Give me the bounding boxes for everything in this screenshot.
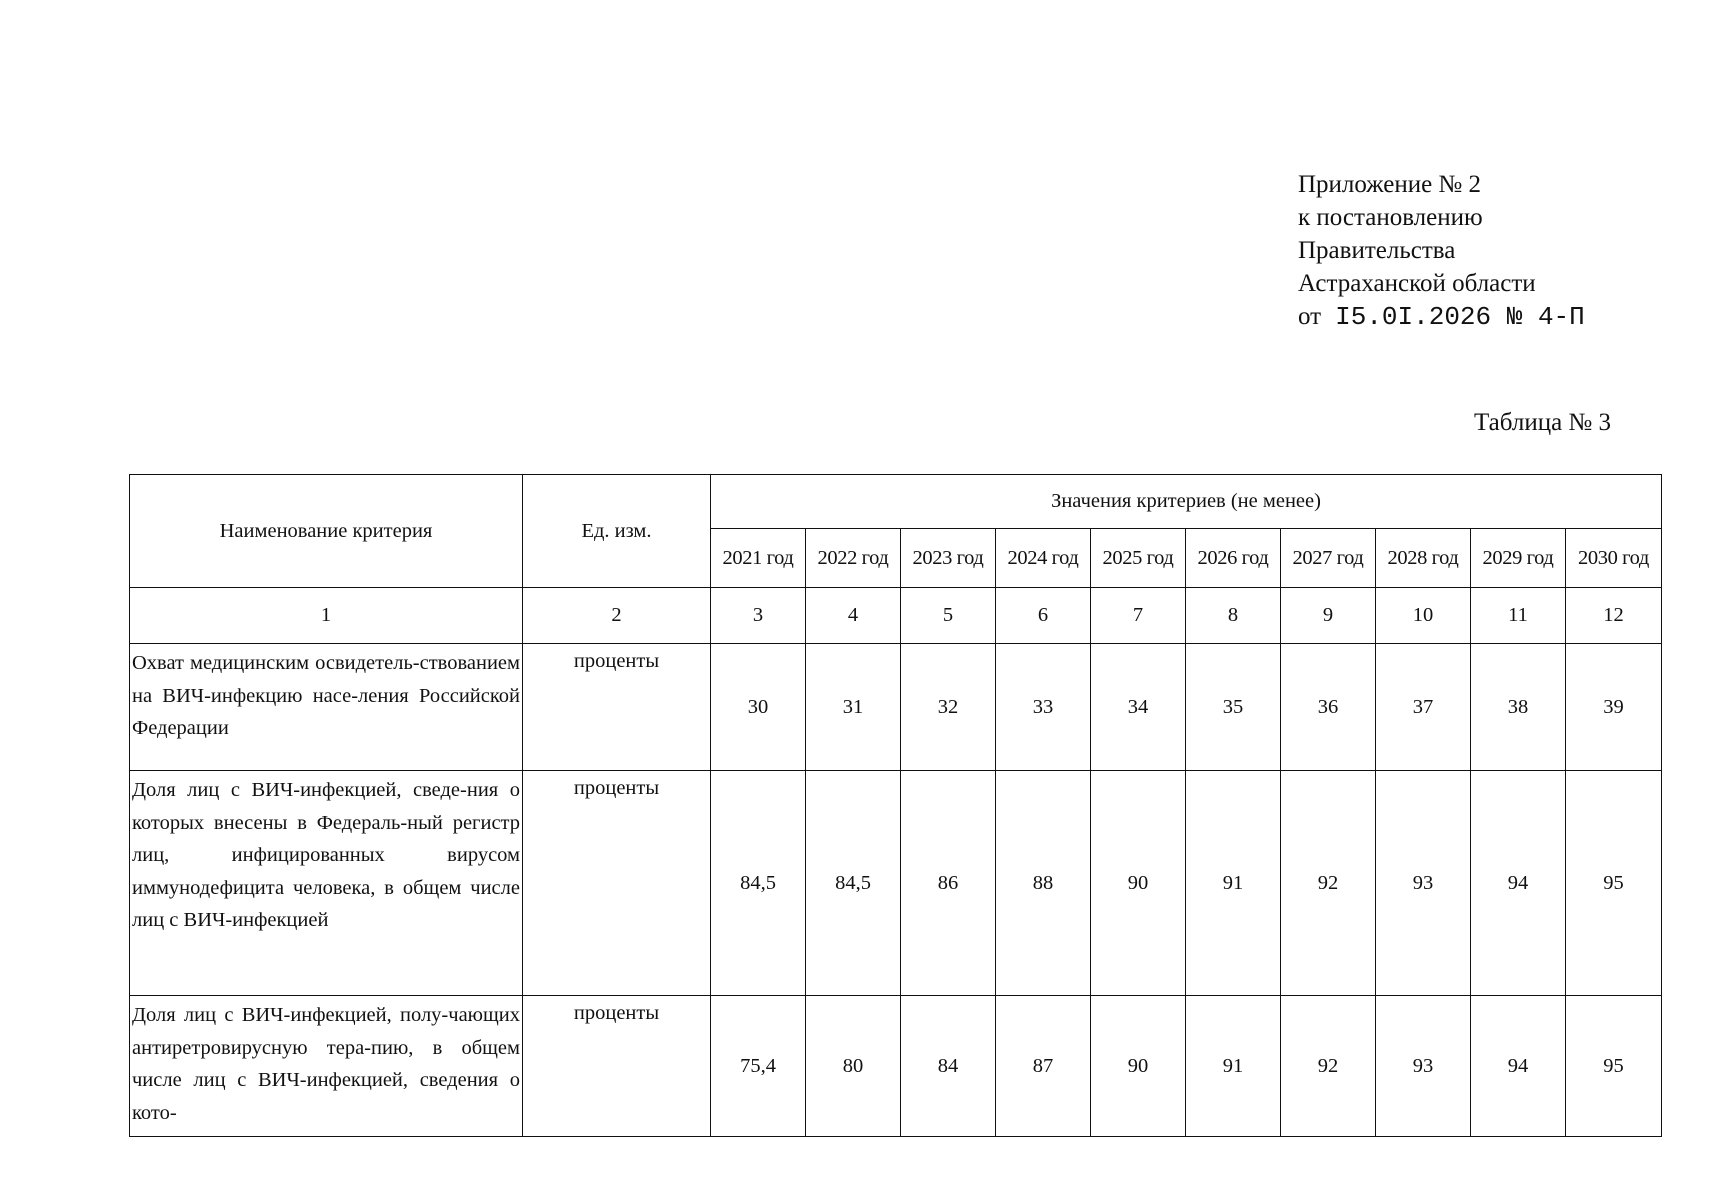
year-cell: 2025 год <box>1091 529 1186 588</box>
appendix-line-2: к постановлению <box>1298 204 1483 231</box>
criterion-unit: проценты <box>523 644 711 771</box>
value-cell: 80 <box>806 996 901 1137</box>
column-number: 4 <box>806 588 901 644</box>
value-cell: 94 <box>1471 996 1566 1137</box>
value-cell: 84,5 <box>711 771 806 996</box>
criteria-table <box>129 474 1662 1137</box>
criterion-name: Доля лиц с ВИЧ-инфекцией, полу-чающих антиретровирусную тера-пию, в общем числе лиц с ВИЧ-инфекцией, сведения о кото- <box>130 996 523 1137</box>
table-row <box>130 771 1662 996</box>
value-cell: 94 <box>1471 771 1566 996</box>
value-cell: 84 <box>901 996 996 1137</box>
value-cell: 34 <box>1091 644 1186 771</box>
appendix-date-line <box>1298 300 1585 334</box>
year-cell: 2023 год <box>901 529 996 588</box>
header-values: Значения критериев (не менее) <box>711 475 1662 529</box>
year-cell: 2022 год <box>806 529 901 588</box>
value-cell: 90 <box>1091 996 1186 1137</box>
value-cell: 35 <box>1186 644 1281 771</box>
appendix-date-number: I5.0I.2026 № 4-П <box>1335 302 1585 332</box>
value-cell: 92 <box>1281 771 1376 996</box>
criterion-name: Охват медицинским освидетель-ствованием на ВИЧ-инфекцию насе-ления Российской Федерации <box>130 644 523 771</box>
value-cell: 93 <box>1376 771 1471 996</box>
criterion-unit: проценты <box>523 771 711 996</box>
table-row <box>130 644 1662 771</box>
column-number: 9 <box>1281 588 1376 644</box>
value-cell: 75,4 <box>711 996 806 1137</box>
column-number: 11 <box>1471 588 1566 644</box>
column-number: 7 <box>1091 588 1186 644</box>
year-cell: 2028 год <box>1376 529 1471 588</box>
column-number: 6 <box>996 588 1091 644</box>
header-unit: Ед. изм. <box>523 475 711 588</box>
value-cell: 32 <box>901 644 996 771</box>
appendix-line-1: Приложение № 2 <box>1298 171 1482 198</box>
year-cell: 2024 год <box>996 529 1091 588</box>
table-row <box>130 996 1662 1137</box>
value-cell: 84,5 <box>806 771 901 996</box>
appendix-date-prefix: от <box>1298 303 1322 330</box>
column-number: 8 <box>1186 588 1281 644</box>
value-cell: 33 <box>996 644 1091 771</box>
year-cell: 2030 год <box>1566 529 1662 588</box>
value-cell: 30 <box>711 644 806 771</box>
column-number-row <box>130 588 1662 644</box>
appendix-line-3: Правительства <box>1298 237 1456 264</box>
appendix-block <box>1298 168 1585 334</box>
value-cell: 91 <box>1186 996 1281 1137</box>
column-number: 10 <box>1376 588 1471 644</box>
value-cell: 88 <box>996 771 1091 996</box>
value-cell: 87 <box>996 996 1091 1137</box>
value-cell: 93 <box>1376 996 1471 1137</box>
criterion-name: Доля лиц с ВИЧ-инфекцией, сведе-ния о которых внесены в Федераль-ный регистр лиц, инфицированных вирусом иммунодефицита человека, в общем числе лиц с ВИЧ-инфекцией <box>130 771 523 996</box>
value-cell: 90 <box>1091 771 1186 996</box>
value-cell: 92 <box>1281 996 1376 1137</box>
value-cell: 39 <box>1566 644 1662 771</box>
value-cell: 38 <box>1471 644 1566 771</box>
year-cell: 2029 год <box>1471 529 1566 588</box>
column-number: 5 <box>901 588 996 644</box>
value-cell: 91 <box>1186 771 1281 996</box>
value-cell: 95 <box>1566 771 1662 996</box>
column-number: 1 <box>130 588 523 644</box>
year-cell: 2026 год <box>1186 529 1281 588</box>
value-cell: 95 <box>1566 996 1662 1137</box>
year-cell: 2021 год <box>711 529 806 588</box>
column-number: 3 <box>711 588 806 644</box>
header-name: Наименование критерия <box>130 475 523 588</box>
value-cell: 37 <box>1376 644 1471 771</box>
header-row <box>130 475 1662 529</box>
column-number: 12 <box>1566 588 1662 644</box>
appendix-line-4: Астраханской области <box>1298 270 1536 297</box>
value-cell: 31 <box>806 644 901 771</box>
year-cell: 2027 год <box>1281 529 1376 588</box>
criterion-unit: проценты <box>523 996 711 1137</box>
table-title: Таблица № 3 <box>1474 409 1612 436</box>
value-cell: 86 <box>901 771 996 996</box>
value-cell: 36 <box>1281 644 1376 771</box>
column-number: 2 <box>523 588 711 644</box>
